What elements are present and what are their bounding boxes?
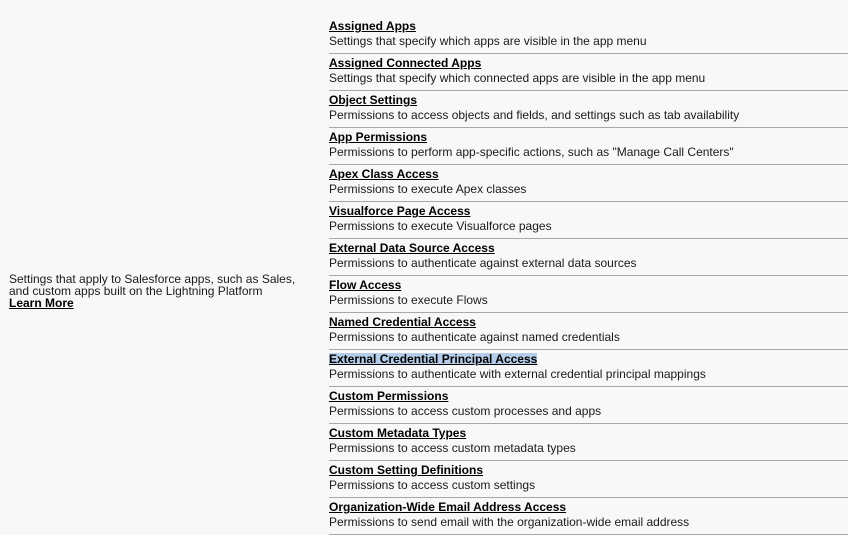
apps-section-description — [9, 273, 309, 309]
named-credential-access-link[interactable]: Named Credential Access — [329, 315, 476, 329]
external-credential-principal-access-link[interactable]: External Credential Principal Access — [329, 352, 538, 366]
external-data-source-access-link[interactable]: External Data Source Access — [329, 241, 495, 255]
setting-item-organization-wide-email-address-access — [329, 498, 848, 535]
assigned-connected-apps-description: Settings that specify which connected apps are visible in the app menu — [329, 71, 706, 85]
setting-item-custom-metadata-types — [329, 424, 848, 461]
visualforce-page-access-description: Permissions to execute Visualforce pages — [329, 219, 552, 233]
apex-class-access-link[interactable]: Apex Class Access — [329, 167, 439, 181]
setting-item-assigned-connected-apps — [329, 54, 848, 91]
setting-item-custom-setting-definitions — [329, 461, 848, 498]
setting-item-external-credential-principal-access — [329, 350, 848, 387]
setting-item-external-data-source-access — [329, 239, 848, 276]
assigned-apps-link[interactable]: Assigned Apps — [329, 19, 416, 33]
assigned-connected-apps-link[interactable]: Assigned Connected Apps — [329, 56, 482, 70]
apps-description-text: Settings that apply to Salesforce apps, such as Sales, and custom apps built on the Lightning Platform — [9, 272, 296, 298]
object-settings-link[interactable]: Object Settings — [329, 93, 418, 107]
setting-item-visualforce-page-access — [329, 202, 848, 239]
assigned-apps-description: Settings that specify which apps are visible in the app menu — [329, 34, 647, 48]
flow-access-description: Permissions to execute Flows — [329, 293, 488, 307]
app-permissions-link[interactable]: App Permissions — [329, 130, 428, 144]
object-settings-description: Permissions to access objects and fields, and settings such as tab availability — [329, 108, 740, 122]
custom-setting-definitions-description: Permissions to access custom settings — [329, 478, 536, 492]
custom-setting-definitions-link[interactable]: Custom Setting Definitions — [329, 463, 483, 477]
external-credential-principal-access-description: Permissions to authenticate with external credential principal mappings — [329, 367, 706, 381]
custom-permissions-description: Permissions to access custom processes and apps — [329, 404, 602, 418]
setting-item-assigned-apps — [329, 17, 848, 54]
setting-item-app-permissions — [329, 128, 848, 165]
setting-item-apex-class-access — [329, 165, 848, 202]
setting-item-object-settings — [329, 91, 848, 128]
apex-class-access-description: Permissions to execute Apex classes — [329, 182, 527, 196]
setting-item-named-credential-access — [329, 313, 848, 350]
external-data-source-access-description: Permissions to authenticate against external data sources — [329, 256, 637, 270]
flow-access-link[interactable]: Flow Access — [329, 278, 402, 292]
app-settings-list — [329, 17, 848, 535]
learn-more-link[interactable]: Learn More — [9, 296, 74, 310]
custom-permissions-link[interactable]: Custom Permissions — [329, 389, 449, 403]
organization-wide-email-address-access-link[interactable]: Organization-Wide Email Address Access — [329, 500, 567, 514]
setting-item-custom-permissions — [329, 387, 848, 424]
custom-metadata-types-description: Permissions to access custom metadata types — [329, 441, 576, 455]
visualforce-page-access-link[interactable]: Visualforce Page Access — [329, 204, 471, 218]
setting-item-flow-access — [329, 276, 848, 313]
organization-wide-email-address-access-description: Permissions to send email with the organization-wide email address — [329, 515, 690, 529]
named-credential-access-description: Permissions to authenticate against named credentials — [329, 330, 620, 344]
app-permissions-description: Permissions to perform app-specific actions, such as "Manage Call Centers" — [329, 145, 734, 159]
custom-metadata-types-link[interactable]: Custom Metadata Types — [329, 426, 467, 440]
